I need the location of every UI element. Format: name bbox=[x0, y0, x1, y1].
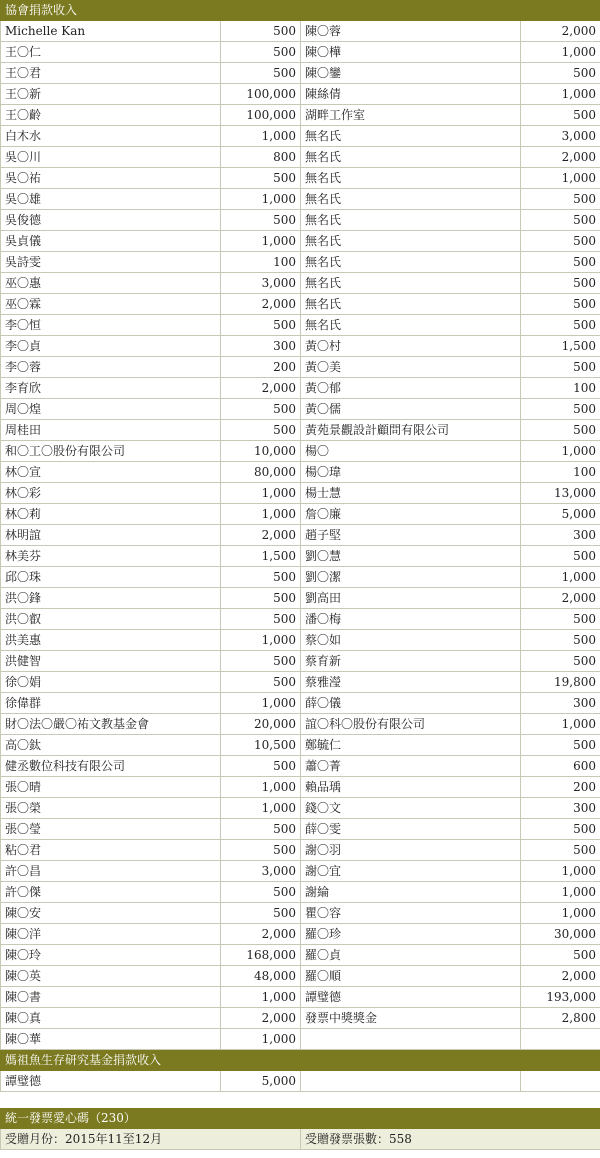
table-row bbox=[1, 609, 600, 630]
donation-amount: 800 bbox=[221, 147, 301, 168]
donation-amount: 500 bbox=[221, 882, 301, 903]
table-row bbox=[1, 777, 600, 798]
table-row bbox=[1, 924, 600, 945]
donation-amount: 500 bbox=[521, 294, 600, 315]
table-row bbox=[1, 819, 600, 840]
donation-amount: 3,000 bbox=[221, 861, 301, 882]
table-row bbox=[1, 504, 600, 525]
donation-amount: 500 bbox=[521, 105, 600, 126]
donation-amount: 500 bbox=[521, 945, 600, 966]
donor-name: 瞿〇容 bbox=[301, 903, 521, 924]
donor-name: 吳〇祐 bbox=[1, 168, 221, 189]
donation-amount: 500 bbox=[521, 189, 600, 210]
donor-name: 蔡〇如 bbox=[301, 630, 521, 651]
table-row bbox=[1, 651, 600, 672]
donor-name: 謝〇宜 bbox=[301, 861, 521, 882]
table-row bbox=[1, 483, 600, 504]
donation-amount: 3,000 bbox=[221, 273, 301, 294]
table-row bbox=[1, 189, 600, 210]
donation-amount: 1,000 bbox=[521, 42, 600, 63]
table-row bbox=[1, 840, 600, 861]
table-row bbox=[1, 357, 600, 378]
donation-amount: 300 bbox=[521, 525, 600, 546]
donor-name: 楊士慧 bbox=[301, 483, 521, 504]
donor-name: 粘〇君 bbox=[1, 840, 221, 861]
donor-name: 陳〇樺 bbox=[301, 42, 521, 63]
table-row bbox=[1, 567, 600, 588]
table-row bbox=[1, 399, 600, 420]
donation-amount: 1,000 bbox=[521, 903, 600, 924]
donation-amount: 600 bbox=[521, 756, 600, 777]
donor-name: 徐偉群 bbox=[1, 693, 221, 714]
donor-name: 吳〇雄 bbox=[1, 189, 221, 210]
donation-amount: 1,500 bbox=[221, 546, 301, 567]
table-row bbox=[1, 630, 600, 651]
donor-name: 謝〇羽 bbox=[301, 840, 521, 861]
donor-name: 和〇工〇股份有限公司 bbox=[1, 441, 221, 462]
table-row bbox=[1, 798, 600, 819]
donation-amount: 500 bbox=[221, 210, 301, 231]
donor-name: 錢〇文 bbox=[301, 798, 521, 819]
donation-amount: 1,000 bbox=[221, 1029, 301, 1050]
donation-amount: 500 bbox=[221, 609, 301, 630]
donor-name: 蔡育新 bbox=[301, 651, 521, 672]
donation-amount: 500 bbox=[521, 399, 600, 420]
table-row bbox=[1, 1008, 600, 1029]
donation-amount: 1,000 bbox=[521, 441, 600, 462]
table-row bbox=[1, 714, 600, 735]
donation-amount: 3,000 bbox=[521, 126, 600, 147]
donor-name: 無名氏 bbox=[301, 126, 521, 147]
donor-name: 張〇瑩 bbox=[1, 819, 221, 840]
donor-name: 蔡雅瀅 bbox=[301, 672, 521, 693]
donor-name: 趙子堅 bbox=[301, 525, 521, 546]
donor-name bbox=[301, 1071, 521, 1092]
donation-amount: 2,000 bbox=[221, 525, 301, 546]
donor-name: 巫〇霖 bbox=[1, 294, 221, 315]
donation-amount bbox=[521, 1071, 600, 1092]
table-row bbox=[1, 231, 600, 252]
table-row bbox=[1, 987, 600, 1008]
donation-amount: 200 bbox=[521, 777, 600, 798]
donor-name: 蕭〇菁 bbox=[301, 756, 521, 777]
donation-amount: 168,000 bbox=[221, 945, 301, 966]
table-row bbox=[1, 336, 600, 357]
donor-name: 陳〇真 bbox=[1, 1008, 221, 1029]
donation-amount: 1,000 bbox=[521, 168, 600, 189]
donor-name: 白木水 bbox=[1, 126, 221, 147]
donation-amount: 100,000 bbox=[221, 84, 301, 105]
donor-name: 譚璧德 bbox=[1, 1071, 221, 1092]
donation-amount: 500 bbox=[221, 840, 301, 861]
donation-amount: 100 bbox=[521, 378, 600, 399]
donation-amount: 500 bbox=[521, 273, 600, 294]
donor-name: 黃〇郁 bbox=[301, 378, 521, 399]
donation-amount: 10,500 bbox=[221, 735, 301, 756]
donation-amount: 500 bbox=[521, 609, 600, 630]
donor-name: 巫〇惠 bbox=[1, 273, 221, 294]
donor-name: 陳〇華 bbox=[1, 1029, 221, 1050]
donation-amount: 1,000 bbox=[221, 987, 301, 1008]
section-header-association bbox=[1, 1, 600, 21]
donor-name: Michelle Kan bbox=[1, 21, 221, 42]
table-row bbox=[1, 882, 600, 903]
donor-name: 羅〇珍 bbox=[301, 924, 521, 945]
donor-name: 劉高田 bbox=[301, 588, 521, 609]
donor-name: 無名氏 bbox=[301, 147, 521, 168]
donor-name: 李〇蓉 bbox=[1, 357, 221, 378]
donation-amount: 10,000 bbox=[221, 441, 301, 462]
donation-amount: 5,000 bbox=[221, 1071, 301, 1092]
donor-name: 許〇昌 bbox=[1, 861, 221, 882]
donor-name: 詹〇廉 bbox=[301, 504, 521, 525]
donation-amount: 1,000 bbox=[221, 189, 301, 210]
donor-name: 吳俊德 bbox=[1, 210, 221, 231]
donor-name: 無名氏 bbox=[301, 189, 521, 210]
donor-name: 許〇傑 bbox=[1, 882, 221, 903]
section-header-invoice bbox=[1, 1109, 600, 1129]
donation-amount: 500 bbox=[221, 567, 301, 588]
donation-amount: 500 bbox=[221, 903, 301, 924]
donor-name: 薛〇儀 bbox=[301, 693, 521, 714]
donation-amount: 500 bbox=[221, 315, 301, 336]
donor-name: 謝綸 bbox=[301, 882, 521, 903]
table-row bbox=[1, 966, 600, 987]
donation-amount: 1,000 bbox=[221, 798, 301, 819]
donor-name: 黃苑景觀設計顧問有限公司 bbox=[301, 420, 521, 441]
table-row bbox=[1, 63, 600, 84]
donor-name: 薛〇雯 bbox=[301, 819, 521, 840]
donor-name: 李育欣 bbox=[1, 378, 221, 399]
donation-amount: 1,000 bbox=[221, 231, 301, 252]
section-title: 協會捐款收入 bbox=[1, 1, 600, 21]
donor-name: 陳〇蓉 bbox=[301, 21, 521, 42]
donor-name: 誼〇科〇股份有限公司 bbox=[301, 714, 521, 735]
table-row bbox=[1, 525, 600, 546]
table-row bbox=[1, 441, 600, 462]
table-row bbox=[1, 756, 600, 777]
donation-amount: 1,000 bbox=[221, 483, 301, 504]
table-row bbox=[1, 462, 600, 483]
table-row bbox=[1, 861, 600, 882]
donation-amount: 300 bbox=[221, 336, 301, 357]
table-row bbox=[1, 273, 600, 294]
invoice-count: 受贈發票張數：558 bbox=[301, 1129, 600, 1150]
donation-amount: 500 bbox=[521, 252, 600, 273]
table-row bbox=[1, 945, 600, 966]
donation-amount: 193,000 bbox=[521, 987, 600, 1008]
table-row bbox=[1, 315, 600, 336]
table-row bbox=[1, 420, 600, 441]
donor-name: 羅〇貞 bbox=[301, 945, 521, 966]
donor-name: 發票中獎獎金 bbox=[301, 1008, 521, 1029]
donation-amount: 80,000 bbox=[221, 462, 301, 483]
donation-amount: 500 bbox=[221, 819, 301, 840]
donation-amount: 100,000 bbox=[221, 105, 301, 126]
donor-name: 劉〇慧 bbox=[301, 546, 521, 567]
donation-amount: 500 bbox=[221, 168, 301, 189]
donor-name: 湖畔工作室 bbox=[301, 105, 521, 126]
table-row bbox=[1, 252, 600, 273]
donation-amount: 13,000 bbox=[521, 483, 600, 504]
donation-amount: 2,000 bbox=[221, 924, 301, 945]
donation-amount: 1,000 bbox=[521, 567, 600, 588]
donation-amount: 2,000 bbox=[521, 966, 600, 987]
table-row bbox=[1, 42, 600, 63]
donor-name: 劉〇潔 bbox=[301, 567, 521, 588]
donation-amount: 500 bbox=[221, 588, 301, 609]
invoice-month: 受贈月份：2015年11至12月 bbox=[1, 1129, 301, 1150]
donation-amount: 19,800 bbox=[521, 672, 600, 693]
donation-amount: 2,000 bbox=[521, 588, 600, 609]
donation-amount: 5,000 bbox=[521, 504, 600, 525]
donation-amount: 500 bbox=[521, 315, 600, 336]
spacer bbox=[0, 1092, 600, 1108]
donation-amount: 1,000 bbox=[521, 714, 600, 735]
donation-amount: 2,000 bbox=[521, 147, 600, 168]
table-row bbox=[1, 126, 600, 147]
donor-name: 洪健智 bbox=[1, 651, 221, 672]
table-row bbox=[1, 105, 600, 126]
donation-amount: 500 bbox=[221, 756, 301, 777]
donation-amount: 100 bbox=[521, 462, 600, 483]
table-row bbox=[1, 168, 600, 189]
table-row bbox=[1, 903, 600, 924]
donation-amount: 500 bbox=[521, 630, 600, 651]
donation-amount: 1,000 bbox=[221, 693, 301, 714]
donor-name: 黃〇美 bbox=[301, 357, 521, 378]
donation-amount: 500 bbox=[221, 651, 301, 672]
donor-name: 黃〇儒 bbox=[301, 399, 521, 420]
donor-name: 林〇莉 bbox=[1, 504, 221, 525]
donor-name: 陳〇洋 bbox=[1, 924, 221, 945]
donor-name: 財〇法〇嚴〇祐文教基金會 bbox=[1, 714, 221, 735]
donation-amount: 500 bbox=[221, 420, 301, 441]
donation-amount: 500 bbox=[521, 210, 600, 231]
donor-name: 李〇貞 bbox=[1, 336, 221, 357]
donor-name: 潘〇梅 bbox=[301, 609, 521, 630]
donor-name: 陳〇安 bbox=[1, 903, 221, 924]
donor-name: 林明誼 bbox=[1, 525, 221, 546]
donor-name: 王〇新 bbox=[1, 84, 221, 105]
donation-amount: 2,800 bbox=[521, 1008, 600, 1029]
donation-amount: 500 bbox=[221, 399, 301, 420]
donation-amount: 1,000 bbox=[221, 630, 301, 651]
donor-name: 黃〇村 bbox=[301, 336, 521, 357]
donation-amount: 500 bbox=[521, 63, 600, 84]
donor-name: 無名氏 bbox=[301, 231, 521, 252]
donation-amount: 500 bbox=[521, 357, 600, 378]
donation-amount: 300 bbox=[521, 798, 600, 819]
donation-amount: 500 bbox=[521, 420, 600, 441]
donation-amount: 48,000 bbox=[221, 966, 301, 987]
donor-name: 楊〇 bbox=[301, 441, 521, 462]
donor-name: 鄭毓仁 bbox=[301, 735, 521, 756]
table-row bbox=[1, 1029, 600, 1050]
donor-name: 王〇君 bbox=[1, 63, 221, 84]
donor-name: 譚璧德 bbox=[301, 987, 521, 1008]
donation-amount: 30,000 bbox=[521, 924, 600, 945]
donation-amount: 1,000 bbox=[221, 777, 301, 798]
donation-amount: 500 bbox=[521, 231, 600, 252]
table-row bbox=[1, 1071, 600, 1092]
donor-name: 無名氏 bbox=[301, 273, 521, 294]
donor-name: 林〇彩 bbox=[1, 483, 221, 504]
donor-name: 無名氏 bbox=[301, 168, 521, 189]
donor-name: 王〇齡 bbox=[1, 105, 221, 126]
donor-name: 高〇鈦 bbox=[1, 735, 221, 756]
donor-name: 林美芬 bbox=[1, 546, 221, 567]
donor-name: 林〇宣 bbox=[1, 462, 221, 483]
table-row bbox=[1, 147, 600, 168]
donation-amount: 500 bbox=[521, 819, 600, 840]
donor-name: 吳貞儀 bbox=[1, 231, 221, 252]
donor-name: 無名氏 bbox=[301, 252, 521, 273]
table-row bbox=[1, 672, 600, 693]
donation-amount: 1,000 bbox=[521, 861, 600, 882]
table-row bbox=[1, 693, 600, 714]
donation-amount: 100 bbox=[221, 252, 301, 273]
donation-amount bbox=[521, 1029, 600, 1050]
donation-amount: 2,000 bbox=[521, 21, 600, 42]
donor-name: 陳絲倩 bbox=[301, 84, 521, 105]
table-row bbox=[1, 210, 600, 231]
donation-amount: 2,000 bbox=[221, 1008, 301, 1029]
donation-amount: 2,000 bbox=[221, 378, 301, 399]
donor-name: 陳〇書 bbox=[1, 987, 221, 1008]
section-title: 媽祖魚生存研究基金捐款收入 bbox=[1, 1051, 600, 1071]
donor-name: 洪美惠 bbox=[1, 630, 221, 651]
table-row bbox=[1, 588, 600, 609]
donor-name: 王〇仁 bbox=[1, 42, 221, 63]
donation-amount: 500 bbox=[221, 21, 301, 42]
donor-name: 徐〇娟 bbox=[1, 672, 221, 693]
table-row bbox=[1, 546, 600, 567]
donor-name: 羅〇順 bbox=[301, 966, 521, 987]
donation-amount: 1,000 bbox=[221, 504, 301, 525]
donor-name: 吳〇川 bbox=[1, 147, 221, 168]
invoice-info-row bbox=[1, 1129, 600, 1150]
donor-name: 周〇煌 bbox=[1, 399, 221, 420]
donation-amount: 500 bbox=[221, 63, 301, 84]
donor-name: 無名氏 bbox=[301, 210, 521, 231]
donation-amount: 500 bbox=[521, 735, 600, 756]
donor-name: 陳〇英 bbox=[1, 966, 221, 987]
table-row bbox=[1, 21, 600, 42]
donor-name: 無名氏 bbox=[301, 315, 521, 336]
donor-name: 邱〇珠 bbox=[1, 567, 221, 588]
donation-amount: 500 bbox=[521, 840, 600, 861]
donor-name: 李〇恒 bbox=[1, 315, 221, 336]
table-row bbox=[1, 294, 600, 315]
donor-name: 吳詩雯 bbox=[1, 252, 221, 273]
invoice-table bbox=[0, 1108, 600, 1150]
donation-amount: 500 bbox=[521, 651, 600, 672]
donor-name: 周桂田 bbox=[1, 420, 221, 441]
donation-amount: 1,500 bbox=[521, 336, 600, 357]
donor-name: 張〇晴 bbox=[1, 777, 221, 798]
donor-name: 洪〇鋒 bbox=[1, 588, 221, 609]
donor-name: 陳〇玲 bbox=[1, 945, 221, 966]
donation-table-fund bbox=[0, 1050, 600, 1092]
donation-amount: 200 bbox=[221, 357, 301, 378]
donation-amount: 2,000 bbox=[221, 294, 301, 315]
donation-amount: 1,000 bbox=[221, 126, 301, 147]
donor-name bbox=[301, 1029, 521, 1050]
donor-name: 無名氏 bbox=[301, 294, 521, 315]
donor-name: 張〇榮 bbox=[1, 798, 221, 819]
donor-name: 健丞數位科技有限公司 bbox=[1, 756, 221, 777]
donor-name: 洪〇叡 bbox=[1, 609, 221, 630]
donation-amount: 1,000 bbox=[521, 84, 600, 105]
section-title: 統一發票愛心碼（230） bbox=[1, 1109, 600, 1129]
donor-name: 陳〇鑾 bbox=[301, 63, 521, 84]
donor-name: 賴品瑀 bbox=[301, 777, 521, 798]
donation-amount: 1,000 bbox=[521, 882, 600, 903]
donation-amount: 500 bbox=[521, 546, 600, 567]
table-row bbox=[1, 735, 600, 756]
donation-amount: 500 bbox=[221, 672, 301, 693]
donor-name: 楊〇瑋 bbox=[301, 462, 521, 483]
table-row bbox=[1, 84, 600, 105]
section-header-fund bbox=[1, 1051, 600, 1071]
donation-amount: 300 bbox=[521, 693, 600, 714]
donation-amount: 500 bbox=[221, 42, 301, 63]
table-row bbox=[1, 378, 600, 399]
donation-amount: 20,000 bbox=[221, 714, 301, 735]
